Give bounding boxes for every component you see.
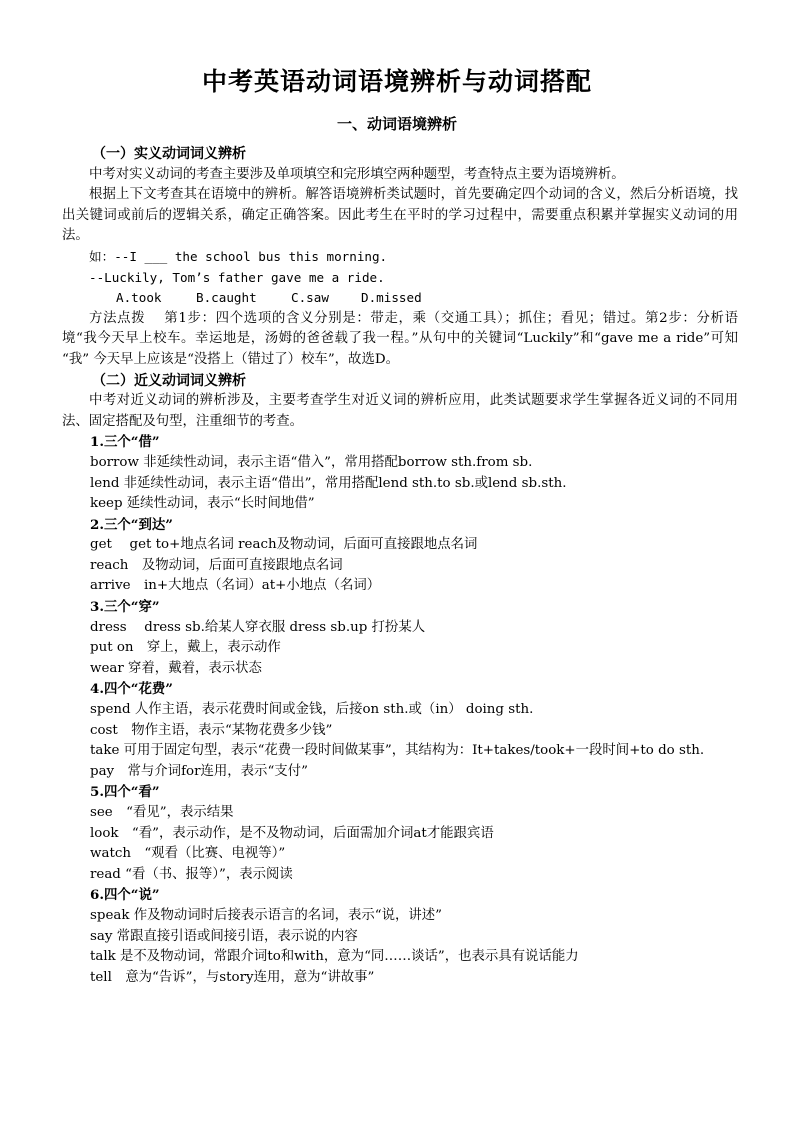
list-item: wear 穿着，戴着，表示状态	[90, 660, 262, 676]
list-item: get get to+地点名词 reach及物动词，后面可直接跟地点名词	[90, 537, 478, 553]
list-item: tell 意为“告诉”，与story连用，意为“讲故事”	[90, 969, 375, 985]
list-item: borrow 非延续性动词，表示主语“借入”，常用搭配borrow sth.from sb.	[90, 454, 533, 470]
list-item: cost 物作主语，表示“某物花费多少钱”	[90, 722, 333, 738]
list-item: look “看”，表示动作，是不及物动词，后面需加介词at才能跟宾语	[90, 825, 494, 841]
list-item: say 常跟直接引语或间接引语，表示说的内容	[90, 928, 358, 944]
group-heading: 1.三个“借”	[90, 434, 160, 451]
group-heading: 3.三个“穿”	[90, 599, 160, 616]
option-d: D.missed	[361, 290, 422, 306]
paragraph: 方法点拨 第1步：四个选项的含义分别是：带走，乘（交通工具）；抓住；看见；错过。第2步：分析语境“我今天早上校车。幸运地是，汤姆的爸爸载了我一程。”从句中的关键词“Luckily”和“gave me a ride”可知 “我” 今天早上应该是“没搭上（错过了）校车”，故选D。	[62, 310, 738, 367]
answer-options	[62, 288, 738, 309]
list-item: arrive in+大地点（名词）at+小地点（名词）	[90, 578, 381, 594]
list-item: keep 延续性动词，表示“长时间地借”	[90, 496, 315, 512]
list-item: dress dress sb.给某人穿衣服 dress sb.up 打扮某人	[90, 619, 426, 635]
group-heading: 2.三个“到达”	[90, 516, 173, 533]
list-item: spend 人作主语，表示花费时间或金钱，后接on sth.或（in） doing sth.	[90, 702, 534, 718]
option-c: C.saw	[291, 290, 329, 306]
paragraph: 中考对近义动词的辨析涉及，主要考查学生对近义词的辨析应用，此类试题要求学生掌握各近义词的不同用法、固定搭配及句型，注重细节的考查。	[62, 393, 738, 429]
list-item: watch “观看（比赛、电视等）”	[90, 846, 286, 862]
list-item: read “看（书、报等）”，表示阅读	[90, 866, 293, 882]
section-heading: 一、动词语境辨析	[336, 115, 457, 133]
paragraph: 中考对实义动词的考查主要涉及单项填空和完形填空两种题型，考查特点主要为语境辨析。	[89, 166, 625, 182]
list-item: take 可用于固定句型，表示“花费一段时间做某事”，其结构为：It+takes/took+一段时间+to do sth.	[90, 743, 705, 759]
list-item: lend 非延续性动词，表示主语“借出”，常用搭配lend sth.to sb.或lend sb.sth.	[90, 475, 567, 491]
subsection-heading: （一）实义动词词义辨析	[92, 146, 246, 162]
group-heading: 4.四个“花费”	[90, 681, 173, 698]
document-body	[62, 144, 738, 988]
paragraph: 根据上下文考查其在语境中的辨析。解答语境辨析类试题时，首先要确定四个动词的含义，然后分析语境，找出关键词或前后的逻辑关系，确定正确答案。因此考生在平时的学习过程中，需要重点积累并掌握实义动词的用法。	[62, 187, 738, 244]
list-item: speak 作及物动词时后接表示语言的名词，表示“说，讲述”	[90, 907, 443, 923]
option-b: B.caught	[196, 290, 257, 306]
example-sentence: 如：--I ___ the school bus this morning.	[89, 248, 388, 264]
group-heading: 5.四个“看”	[90, 784, 160, 801]
group-heading: 6.四个“说”	[90, 887, 160, 904]
subsection-heading: （二）近义动词词义辨析	[92, 372, 246, 389]
list-item: reach 及物动词，后面可直接跟地点名词	[90, 557, 343, 573]
list-item: pay 常与介词for连用，表示“支付”	[90, 763, 308, 779]
list-item: put on 穿上，戴上，表示动作	[90, 640, 281, 656]
list-item: see “看见”，表示结果	[90, 805, 234, 820]
list-item: talk 是不及物动词，常跟介词to和with，意为“同……谈话”，也表示具有说话能力	[90, 949, 579, 965]
example-sentence: --Luckily, Tom’s father gave me a ride.	[89, 269, 385, 285]
document-title: 中考英语动词语境辨析与动词搭配	[201, 67, 592, 96]
option-a: A.took	[116, 290, 162, 306]
